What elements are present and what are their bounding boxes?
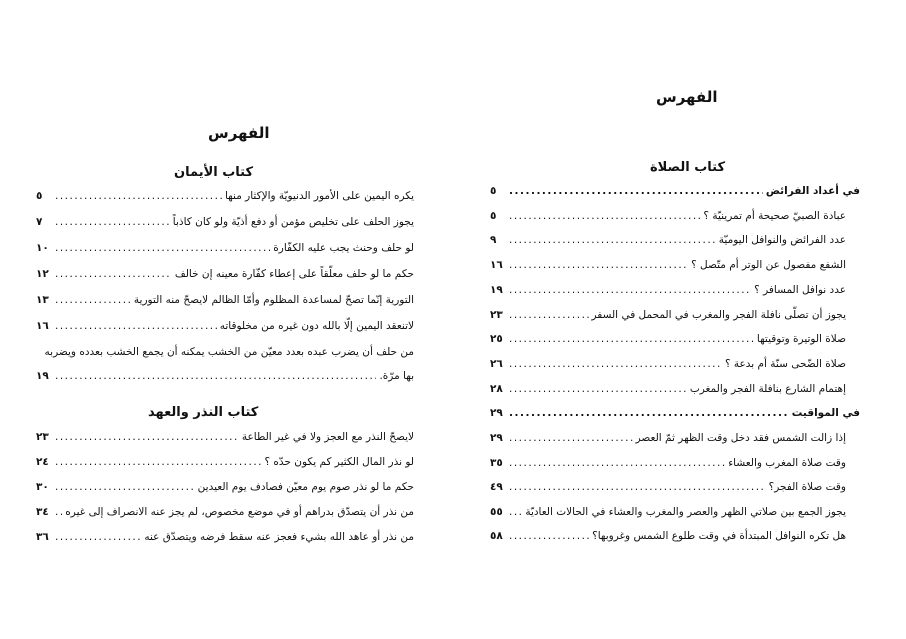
toc-entry[interactable]: [36, 481, 414, 501]
entry-page: ٢٣: [490, 309, 503, 321]
entry-page: ٥: [490, 185, 497, 197]
entry-page: ١٣: [36, 294, 49, 306]
toc-entry[interactable]: [490, 383, 860, 403]
leader-dots: [55, 242, 270, 254]
entry-text: من نذر أو عاهد الله بشيء فعجز عنه سقط فرضه ويتصدّق عنه: [144, 531, 414, 543]
entry-page: ١٦: [490, 259, 503, 271]
entry-page: ٢٩: [490, 407, 503, 419]
toc-entry[interactable]: [490, 284, 860, 304]
leader-dots: [509, 234, 716, 246]
entry-text: عدد الفرائض والنوافل اليوميّة: [718, 234, 846, 246]
leader-dots: [55, 506, 62, 518]
entry-page: ٤٩: [490, 481, 503, 493]
toc-entry[interactable]: [490, 481, 860, 501]
entry-page: ٥: [490, 210, 497, 222]
leader-dots: [509, 333, 754, 345]
toc-entry[interactable]: [490, 309, 860, 329]
toc-entry[interactable]: [36, 294, 414, 314]
toc-entry[interactable]: [36, 268, 414, 288]
leader-dots: [55, 216, 170, 228]
toc-entry[interactable]: [36, 370, 414, 390]
leader-dots: [55, 456, 262, 468]
toc-entry[interactable]: [490, 530, 860, 550]
entry-page: ٢٦: [490, 358, 503, 370]
toc-group-heading[interactable]: [490, 185, 860, 205]
leader-dots: [55, 531, 141, 543]
toc-entry[interactable]: [36, 431, 414, 451]
entry-page: ٩: [490, 234, 497, 246]
entry-text: إذا زالت الشمس فقد دخل وقت الظهر ثمّ العصر: [635, 432, 846, 444]
leader-dots: [55, 481, 195, 493]
leader-dots: [509, 185, 763, 197]
entry-text: صلاة الوتيرة وتوقيتها: [756, 333, 846, 345]
left-page-title: الفهرس: [208, 124, 270, 142]
toc-entry[interactable]: [36, 456, 414, 476]
entry-text: يجوز أن تصلّى نافلة الفجر والمغرب في المحمل في السفر: [591, 309, 846, 321]
entry-text: يجوز الجمع بين صلاتي الظهر والعصر والمغرب والعشاء في الحالات العاديّة: [525, 506, 846, 518]
leader-dots: [509, 506, 522, 518]
leader-dots: [509, 383, 687, 395]
left-toc: [36, 0, 414, 639]
entry-page: ١٠: [36, 242, 49, 254]
entry-page: ٢٣: [36, 431, 49, 443]
leader-dots: [55, 370, 376, 382]
entry-page: ٢٨: [490, 383, 503, 395]
entry-text-line1: من حلف أن يضرب عبده بعدد معيّن من الخشب يمكنه أن يجمع الخشب بعدده ويضربه: [44, 346, 414, 358]
leader-dots: [55, 320, 217, 332]
entry-text: لو نذر المال الكثير كم يكون حدّه ؟: [264, 456, 414, 468]
entry-page: ٥: [36, 190, 43, 202]
section-title-oaths: كتاب الأيمان: [174, 165, 254, 180]
entry-page: ٣٥: [490, 457, 503, 469]
right-page-title: الفهرس: [656, 88, 718, 106]
toc-entry[interactable]: [490, 457, 860, 477]
entry-text: صلاة الضّحى سنّة أم بدعة ؟: [724, 358, 846, 370]
entry-text: لاتنعقد اليمين إلّا بالله دون غيره من مخلوقاته: [219, 320, 414, 332]
entry-page: ١٩: [36, 370, 49, 382]
entry-page: ١٢: [36, 268, 49, 280]
leader-dots: [509, 358, 722, 370]
leader-dots: [55, 431, 239, 443]
entry-page: ١٩: [490, 284, 503, 296]
entry-text: في المواقيت: [791, 407, 860, 419]
leader-dots: [509, 210, 700, 222]
leader-dots: [509, 530, 589, 542]
entry-text: هل تكره النوافل المبتدأة في وقت طلوع الشمس وغروبها؟: [592, 530, 846, 542]
entry-page: ٣٤: [36, 506, 49, 518]
entry-text: حكم ما لو نذر صوم يوم معيّن فصادف يوم العيدين: [197, 481, 414, 493]
toc-entry[interactable]: [36, 506, 414, 526]
entry-text: وقت صلاة المغرب والعشاء: [728, 457, 846, 469]
entry-text: حكم ما لو حلف معلّقاً على إعطاء كفّارة معينه إن خالف: [174, 268, 414, 280]
entry-page: ٢٥: [490, 333, 503, 345]
leader-dots: [55, 190, 222, 202]
entry-text: التورية إنّما تصحّ لمساعدة المظلوم وأمّا الظالم لايصحّ منه التورية: [133, 294, 414, 306]
entry-page: ٥٨: [490, 530, 503, 542]
entry-text: عدد نوافل المسافر ؟: [754, 284, 846, 296]
leader-dots: [509, 309, 589, 321]
entry-page: ٢٤: [36, 456, 49, 468]
leader-dots: [509, 259, 688, 271]
entry-page: ٥٥: [490, 506, 503, 518]
leader-dots: [509, 284, 751, 296]
toc-entry[interactable]: [490, 506, 860, 526]
entry-text: في أعداد الفرائض: [765, 185, 860, 197]
entry-page: ٧: [36, 216, 43, 228]
toc-entry[interactable]: [490, 210, 860, 230]
entry-text: يكره اليمين على الأمور الدنيويّة والإكثار منها: [224, 190, 414, 202]
toc-entry[interactable]: [490, 234, 860, 254]
entry-text: لايصحّ النذر مع العجز ولا في غير الطاعة: [241, 431, 414, 443]
toc-entry[interactable]: [36, 242, 414, 262]
entry-page: ٣٠: [36, 481, 49, 493]
entry-text: الشفع مفصول عن الوتر أم متّصل ؟: [691, 259, 846, 271]
leader-dots: [509, 457, 725, 469]
toc-entry[interactable]: [490, 358, 860, 378]
entry-text: يجوز الحلف على تخليص مؤمن أو دفع أذيّة ولو كان كاذباً: [172, 216, 414, 228]
toc-entry[interactable]: [490, 259, 860, 279]
leader-dots: [55, 268, 172, 280]
toc-entry[interactable]: [36, 320, 414, 340]
entry-text: وقت صلاة الفجر؟: [768, 481, 846, 493]
section-title-prayer: كتاب الصلاة: [650, 160, 726, 175]
leader-dots: [509, 407, 789, 419]
entry-text: لو حلف وحنث يجب عليه الكفّارة: [273, 242, 414, 254]
toc-group-heading[interactable]: [490, 407, 860, 427]
toc-entry[interactable]: [490, 333, 860, 353]
section-title-vows: كتاب النذر والعهد: [148, 405, 259, 420]
toc-entry[interactable]: [36, 531, 414, 551]
entry-text: من نذر أن يتصدّق بدراهم أو في موضع مخصوص، لم يجز عنه الانصراف إلى غيره: [65, 506, 414, 518]
entry-page: ٣٦: [36, 531, 49, 543]
entry-text: إهتمام الشارع بنافلة الفجر والمغرب: [689, 383, 846, 395]
toc-entry[interactable]: [490, 432, 860, 452]
entry-page: ٢٩: [490, 432, 503, 444]
entry-text: بها مرّة.: [379, 370, 414, 382]
toc-entry[interactable]: [36, 190, 414, 210]
leader-dots: [55, 294, 131, 306]
entry-text: عبادة الصبيّ صحيحة أم تمرينيّة ؟: [703, 210, 846, 222]
toc-entry[interactable]: [36, 216, 414, 236]
leader-dots: [509, 432, 633, 444]
leader-dots: [509, 481, 766, 493]
entry-page: ١٦: [36, 320, 49, 332]
right-toc: [490, 0, 860, 639]
